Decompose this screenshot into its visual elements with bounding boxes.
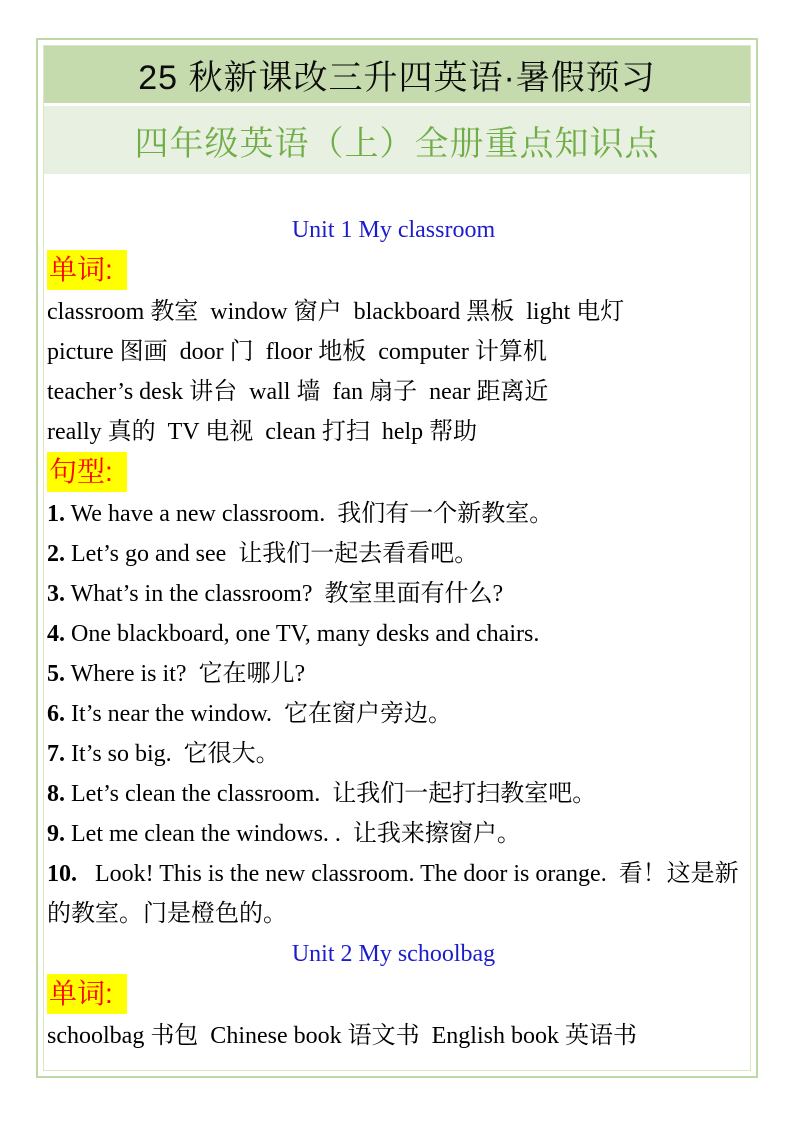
sentence-text: Let me clean the windows. . 让我来擦窗户。 <box>65 821 521 847</box>
vocab-line: teacher’s desk 讲台 wall 墙 fan 扇子 near 距离近 <box>47 379 549 405</box>
sentence-item <box>47 534 740 574</box>
sentence-text: Let’s go and see 让我们一起去看看吧。 <box>65 541 479 567</box>
unit2-words-label-row <box>47 974 740 1016</box>
page-title: 25 秋新课改三升四英语·暑假预习 <box>44 46 750 103</box>
sentence-item <box>47 614 740 654</box>
vocab-line: classroom 教室 window 窗户 blackboard 黑板 light 电灯 <box>47 299 625 325</box>
sentence-number: 8. <box>47 781 65 807</box>
vocab-line: really 真的 TV 电视 clean 打扫 help 帮助 <box>47 419 478 445</box>
vocab-line: picture 图画 door 门 floor 地板 computer 计算机 <box>47 339 547 365</box>
sentence-text: Let’s clean the classroom. 让我们一起打扫教室吧。 <box>65 781 597 807</box>
unit1-words-label-row <box>47 250 740 292</box>
sentence-item <box>47 494 740 534</box>
document-sheet <box>36 38 758 1078</box>
sentence-number: 4. <box>47 621 65 647</box>
sentence-number: 7. <box>47 741 65 767</box>
sentence-text: It’s so big. 它很大。 <box>65 741 280 767</box>
sentence-number: 9. <box>47 821 65 847</box>
document-frame <box>43 45 751 1071</box>
vocab-line: schoolbag 书包 Chinese book 语文书 English book 英语书 <box>47 1023 637 1049</box>
sentence-text: It’s near the window. 它在窗户旁边。 <box>65 701 453 727</box>
sentence-item <box>47 734 740 774</box>
sentence-item <box>47 774 740 814</box>
document-body <box>44 174 750 1056</box>
page-subtitle: 四年级英语（上）全册重点知识点 <box>44 106 750 174</box>
sentence-number: 10. <box>47 861 77 887</box>
unit1-sentences-label-row <box>47 452 740 494</box>
sentence-item <box>47 854 740 934</box>
sentence-number: 5. <box>47 661 65 687</box>
sentence-number: 3. <box>47 581 65 607</box>
sentence-item <box>47 814 740 854</box>
sentence-item <box>47 654 740 694</box>
sentence-text: We have a new classroom. 我们有一个新教室。 <box>65 501 554 527</box>
sentence-text: Where is it? 它在哪儿? <box>65 661 306 687</box>
sentence-number: 1. <box>47 501 65 527</box>
sentences-label-highlight: 句型: <box>47 452 127 492</box>
words-label-highlight: 单词: <box>47 974 127 1014</box>
words-label-highlight: 单词: <box>47 250 127 290</box>
sentence-item <box>47 694 740 734</box>
unit1-heading: Unit 1 My classroom <box>291 217 496 243</box>
sentence-number: 6. <box>47 701 65 727</box>
sentence-text: One blackboard, one TV, many desks and chairs. <box>65 621 540 647</box>
sentence-number: 2. <box>47 541 65 567</box>
sentence-text: What’s in the classroom? 教室里面有什么? <box>65 581 504 607</box>
sentence-item <box>47 574 740 614</box>
unit2-heading: Unit 2 My schoolbag <box>291 941 496 967</box>
sentence-text: Look! This is the new classroom. The door is orange. 看！这是新的教室。门是橙色的。 <box>47 861 739 927</box>
